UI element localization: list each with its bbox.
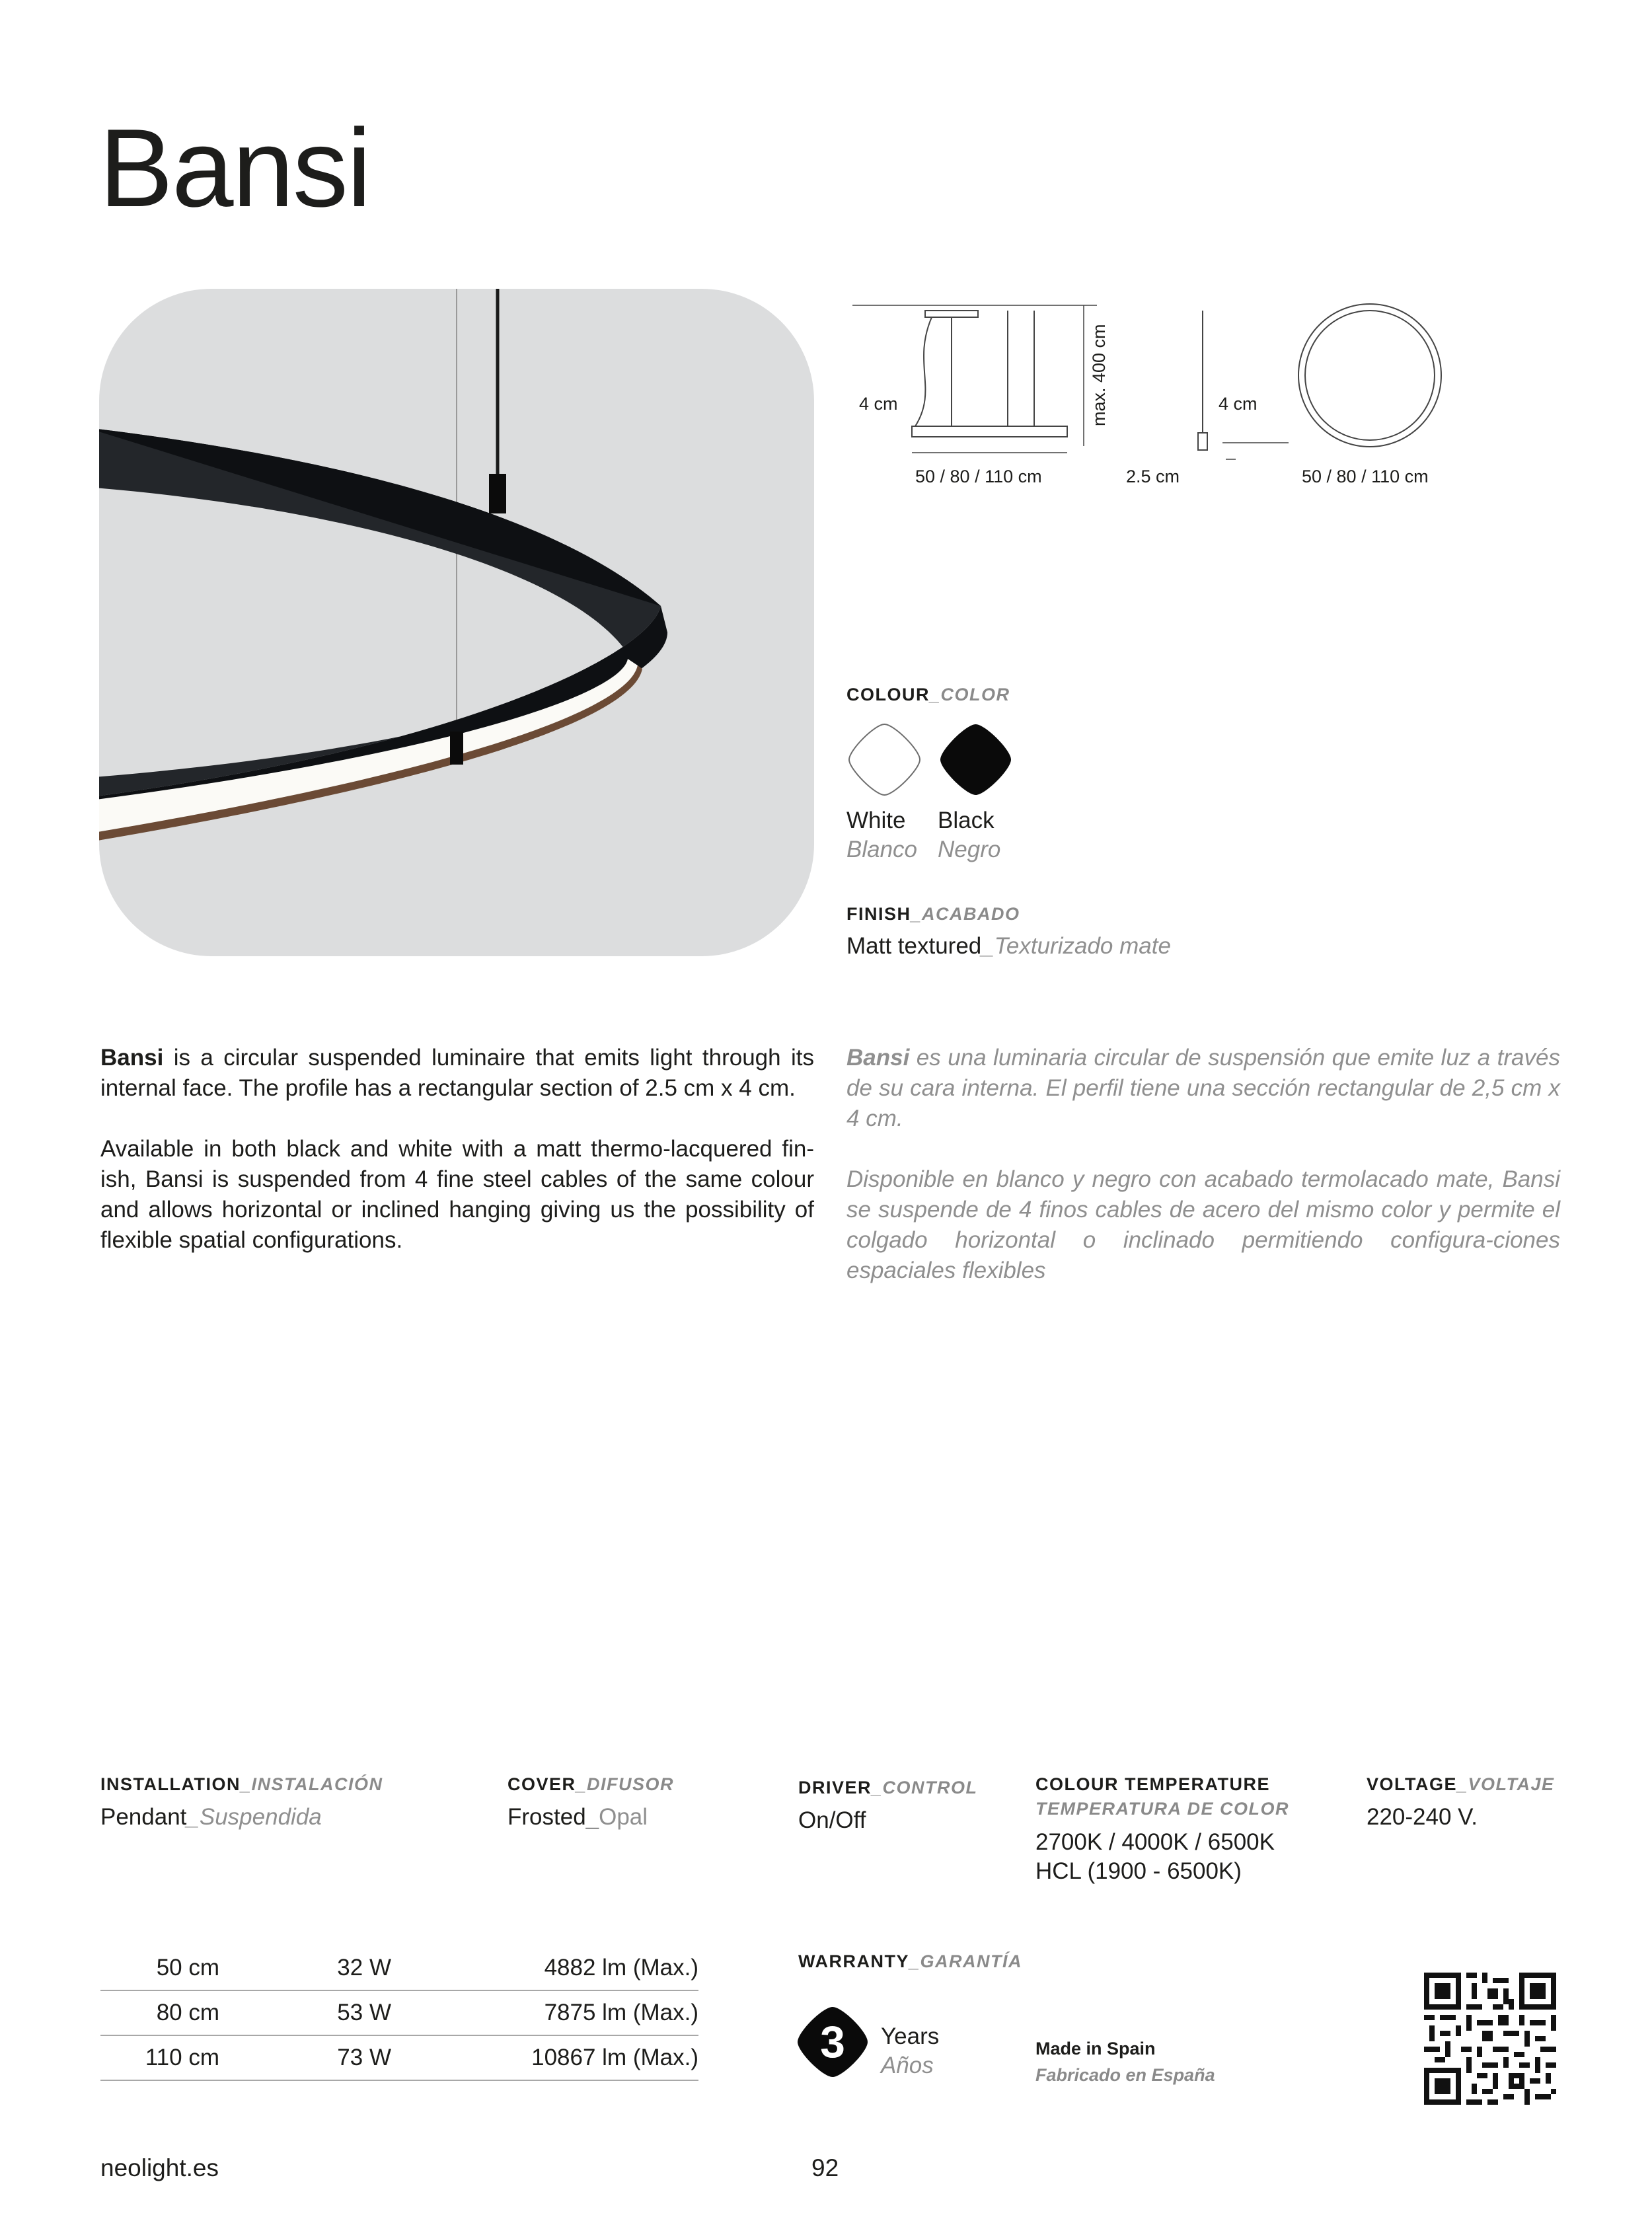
product-title: Bansi [99, 106, 371, 230]
made-in-spain: Made in Spain Fabricado en España [1035, 2039, 1215, 2085]
colour-white-label: White Blanco [846, 808, 918, 862]
spec-power: 53 W [219, 1990, 391, 2035]
installation-value: Pendant_Suspendida [100, 1804, 322, 1830]
description-english: Bansi is a circular suspended luminaire that emits light through its internal face. The profile has a rectangular section of 2.5 cm x 4 cm. Available in both black and white with a matt thermo-lacquered fin-ish, Bansi is suspended from 4 fine steel cables of the same colour and allows horizontal or inclined hanging giving us the possibility of flexible spatial configurations. [100, 1045, 814, 1253]
spec-power: 32 W [219, 1946, 391, 1990]
product-photo [99, 289, 814, 956]
swatch-black [938, 722, 1014, 798]
specs-table [100, 1946, 698, 2081]
page-number: 92 [811, 2154, 839, 2181]
warranty-label: WARRANTY_GARANTÍA [798, 1951, 1023, 1971]
colour-temperature-label-es: TEMPERATURA DE COLOR [1035, 1799, 1289, 1819]
finish-label: FINISH_ACABADO [846, 904, 1020, 924]
spec-flux: 10867 lm (Max.) [391, 2035, 698, 2080]
dim-side-height-label: 4 cm [1219, 394, 1258, 414]
spec-size: 110 cm [100, 2035, 219, 2080]
dim-height-label: 4 cm [859, 394, 898, 414]
spec-power: 73 W [219, 2035, 391, 2080]
footer-website[interactable]: neolight.es [100, 2154, 219, 2181]
cover-value: Frosted_Opal [507, 1804, 648, 1830]
spec-flux: 4882 lm (Max.) [391, 1946, 698, 1990]
warranty-badge [796, 2006, 869, 2078]
spec-size: 50 cm [100, 1946, 219, 1990]
table-row [100, 1946, 698, 1990]
voltage-label: VOLTAGE_VOLTAJE [1367, 1774, 1555, 1794]
table-row [100, 2035, 698, 2080]
voltage-value: 220-240 V. [1367, 1804, 1478, 1830]
cover-label: COVER_DIFUSOR [507, 1774, 675, 1794]
dim-max-height-label: max. 400 cm [1089, 324, 1109, 426]
qr-code[interactable] [1424, 1973, 1556, 2105]
finish-value: Matt textured_Texturizado mate [846, 933, 1171, 959]
driver-value: On/Off [798, 1807, 866, 1833]
warranty-years-number: 3 [820, 2017, 845, 2067]
dim-diameter-label: 50 / 80 / 110 cm [915, 467, 1042, 486]
description-spanish: Bansi es una luminaria circular de suspensión que emite luz a través de su cara interna. El perfil tiene una sección rectangular de 2,5 cm x 4 cm. Disponible en blanco y negro con acabado termolacado mate, Bansi se suspende de 4 finos cables de acero del mismo color y permite el colgado horizontal o inclinado permitiendo configura-ciones espaciales flexibles [846, 1045, 1560, 1283]
dimension-drawings [839, 291, 1474, 502]
warranty-years: Years Años [881, 2023, 940, 2078]
table-row [100, 1990, 698, 2035]
colour-black-label: Black Negro [938, 808, 1001, 862]
colour-temperature-label: COLOUR TEMPERATURE [1035, 1774, 1270, 1794]
spec-flux: 7875 lm (Max.) [391, 1990, 698, 2035]
colour-temperature-line1: 2700K / 4000K / 6500K [1035, 1829, 1275, 1855]
dim-top-diameter-label: 50 / 80 / 110 cm [1302, 467, 1429, 486]
installation-label: INSTALLATION_INSTALACIÓN [100, 1774, 383, 1794]
colour-label: COLOUR_COLOR [846, 685, 1010, 704]
swatch-white [846, 722, 922, 798]
spec-size: 80 cm [100, 1990, 219, 2035]
colour-temperature-line2: HCL (1900 - 6500K) [1035, 1858, 1242, 1884]
dim-side-width-label: 2.5 cm [1126, 467, 1180, 486]
driver-label: DRIVER_CONTROL [798, 1778, 978, 1797]
